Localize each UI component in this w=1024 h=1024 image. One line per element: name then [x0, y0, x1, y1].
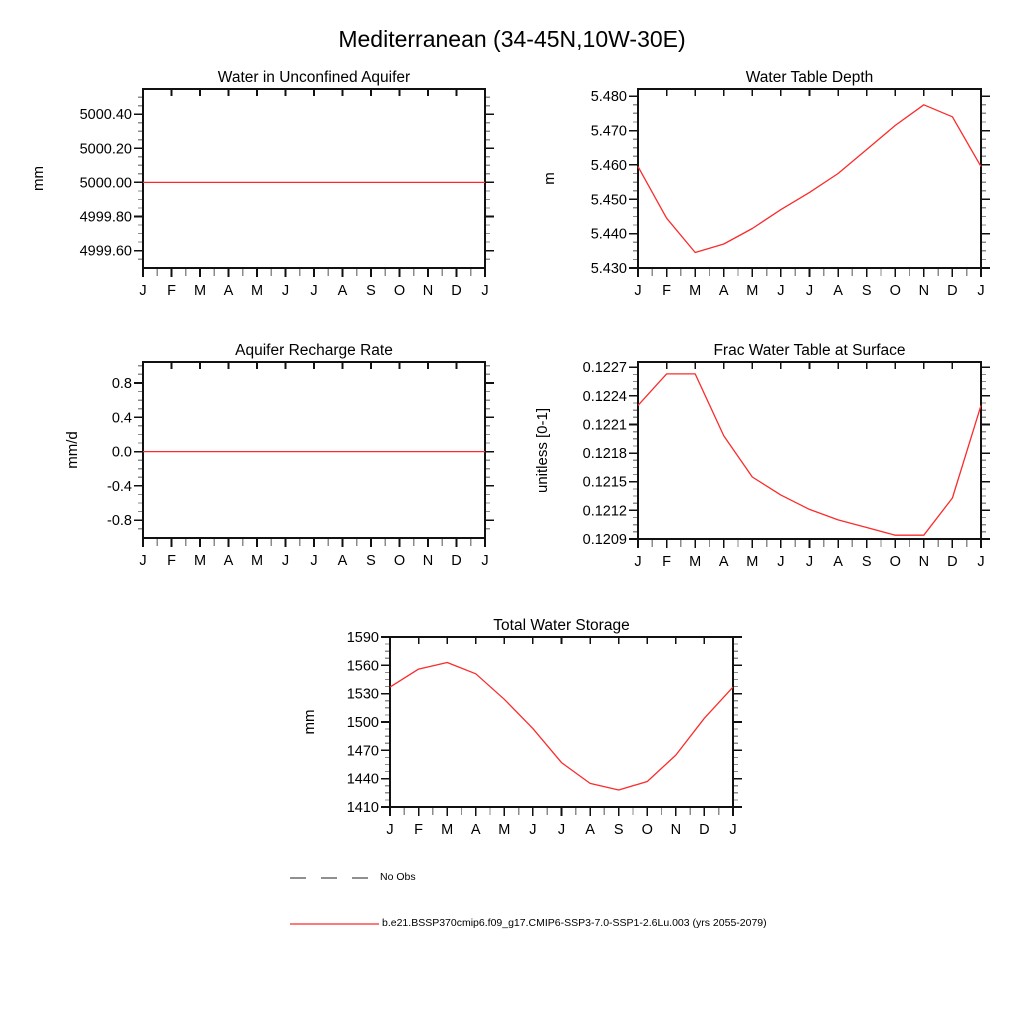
legend-no-obs-label: No Obs	[380, 871, 416, 883]
series-line-sample	[290, 921, 379, 927]
y-tick-label: 0.1227	[582, 360, 627, 377]
month-tick-label: S	[366, 283, 376, 299]
plot-box	[638, 89, 981, 268]
month-tick-label: M	[250, 553, 264, 569]
month-tick-label: J	[139, 553, 147, 569]
month-tick-label: A	[833, 283, 843, 299]
month-tick-label: J	[310, 283, 318, 299]
y-tick-label: 5.480	[590, 89, 627, 106]
month-tick-label: J	[481, 553, 489, 569]
month-tick-label: D	[947, 554, 958, 570]
month-tick-label: N	[422, 553, 434, 569]
month-tick-label: D	[451, 283, 462, 299]
plot-box	[143, 362, 485, 538]
plot-box	[390, 637, 733, 807]
month-tick-label: A	[337, 283, 348, 299]
page-title: Mediterranean (34-45N,10W-30E)	[338, 26, 686, 52]
month-tick-label: M	[689, 554, 702, 570]
y-tick-label: 0.1212	[582, 503, 627, 520]
month-tick-label: S	[861, 554, 872, 570]
month-tick-label: A	[223, 553, 234, 569]
month-tick-label: J	[977, 283, 985, 299]
chart-water-in-unconfined-aquifer	[13, 53, 533, 332]
month-tick-label: J	[557, 822, 566, 838]
month-tick-label: J	[777, 283, 785, 299]
month-tick-label: J	[386, 822, 394, 838]
month-tick-label: M	[746, 554, 759, 570]
month-tick-label: A	[718, 283, 729, 299]
month-tick-label: N	[918, 554, 930, 570]
month-tick-label: F	[662, 283, 672, 299]
month-tick-label: M	[498, 822, 511, 838]
month-tick-label: F	[414, 822, 424, 838]
chart-title: Frac Water Table at Surface	[713, 342, 906, 359]
plot-box	[638, 362, 981, 539]
month-tick-label: N	[918, 283, 930, 299]
y-tick-label: 5000.00	[79, 175, 132, 192]
chart-title: Total Water Storage	[493, 617, 630, 634]
month-tick-label: M	[746, 283, 759, 299]
y-tick-label: 0.1224	[582, 388, 627, 405]
month-tick-label: A	[718, 554, 729, 570]
month-tick-label: D	[699, 822, 710, 838]
month-tick-label: M	[193, 283, 207, 299]
month-tick-label: F	[167, 283, 176, 299]
month-tick-label: A	[337, 553, 348, 569]
month-tick-label: J	[634, 554, 642, 570]
y-tick-label: 5.440	[590, 226, 627, 243]
month-tick-label: A	[470, 822, 481, 838]
y-axis-label: mm	[301, 709, 318, 735]
series-line	[390, 663, 733, 791]
month-tick-label: J	[481, 283, 489, 299]
month-tick-label: J	[529, 822, 537, 838]
month-tick-label: J	[777, 554, 785, 570]
month-tick-label: J	[310, 553, 318, 569]
y-tick-label: 1470	[346, 743, 379, 760]
y-tick-label: 4999.80	[79, 209, 132, 226]
month-tick-label: A	[833, 554, 843, 570]
chart-water-table-depth	[508, 53, 1024, 332]
month-tick-label: M	[441, 822, 454, 838]
month-tick-label: A	[223, 283, 234, 299]
month-tick-label: D	[947, 283, 958, 299]
y-tick-label: 5.470	[590, 123, 627, 140]
y-axis-label: unitless [0-1]	[534, 407, 551, 494]
plot-box	[143, 89, 485, 268]
month-tick-label: N	[422, 283, 434, 299]
y-tick-label: 0.0	[111, 444, 132, 461]
y-tick-label: 0.1215	[582, 474, 627, 491]
y-tick-label: 0.4	[111, 410, 132, 427]
y-tick-label: 5.430	[590, 261, 627, 277]
month-tick-label: J	[805, 283, 814, 299]
month-tick-label: F	[167, 553, 176, 569]
month-tick-label: O	[889, 554, 901, 570]
y-tick-label: 0.1218	[582, 446, 627, 463]
month-tick-label: A	[585, 822, 595, 838]
y-tick-label: 1500	[346, 715, 379, 731]
y-tick-label: 1590	[346, 630, 379, 646]
y-tick-label: 4999.60	[79, 243, 132, 260]
y-tick-label: 0.8	[111, 375, 132, 392]
month-tick-label: O	[889, 283, 901, 299]
month-tick-label: O	[641, 822, 653, 838]
y-tick-label: 5.460	[590, 157, 627, 174]
y-tick-label: 1560	[346, 658, 379, 675]
y-tick-label: 0.1209	[582, 532, 627, 548]
month-tick-label: J	[634, 283, 642, 299]
month-tick-label: O	[393, 553, 406, 569]
month-tick-label: J	[139, 283, 147, 299]
month-tick-label: J	[805, 554, 814, 570]
month-tick-label: M	[689, 283, 702, 299]
month-tick-label: S	[366, 553, 376, 569]
y-tick-label: 0.1221	[582, 417, 627, 434]
series-line	[638, 374, 981, 535]
month-tick-label: N	[670, 822, 682, 838]
month-tick-label: J	[281, 553, 290, 569]
y-tick-label: 5000.20	[79, 141, 132, 158]
legend-series-label: b.e21.BSSP370cmip6.f09_g17.CMIP6-SSP3-7.0-SSP1-2.6Lu.003 (yrs 2055-2079)	[382, 917, 767, 929]
month-tick-label: O	[393, 283, 406, 299]
y-tick-label: 1440	[346, 771, 379, 788]
chart-title: Water Table Depth	[745, 69, 874, 86]
month-tick-label: D	[451, 553, 462, 569]
y-tick-label: 1530	[346, 686, 379, 703]
y-tick-label: 5000.40	[79, 107, 132, 124]
chart-title: Water in Unconfined Aquifer	[217, 69, 411, 86]
chart-title: Aquifer Recharge Rate	[235, 342, 393, 359]
y-tick-label: -0.8	[107, 513, 132, 530]
month-tick-label: M	[193, 553, 207, 569]
month-tick-label: S	[613, 822, 624, 838]
month-tick-label: S	[861, 283, 872, 299]
no-obs-line-sample	[290, 875, 374, 881]
y-axis-label: m	[541, 172, 558, 185]
month-tick-label: J	[729, 822, 737, 838]
month-tick-label: F	[662, 554, 672, 570]
y-axis-label: mm/d	[64, 431, 81, 469]
chart-frac-water-table-at-surface	[508, 326, 1024, 603]
month-tick-label: M	[250, 283, 264, 299]
month-tick-label: J	[977, 554, 985, 570]
chart-aquifer-recharge-rate	[13, 326, 533, 602]
series-line	[638, 105, 981, 253]
y-tick-label: 1410	[346, 800, 379, 816]
y-tick-label: -0.4	[107, 478, 132, 495]
month-tick-label: J	[281, 283, 290, 299]
y-tick-label: 5.450	[590, 192, 627, 209]
y-axis-label: mm	[30, 166, 47, 191]
chart-total-water-storage	[260, 601, 781, 871]
